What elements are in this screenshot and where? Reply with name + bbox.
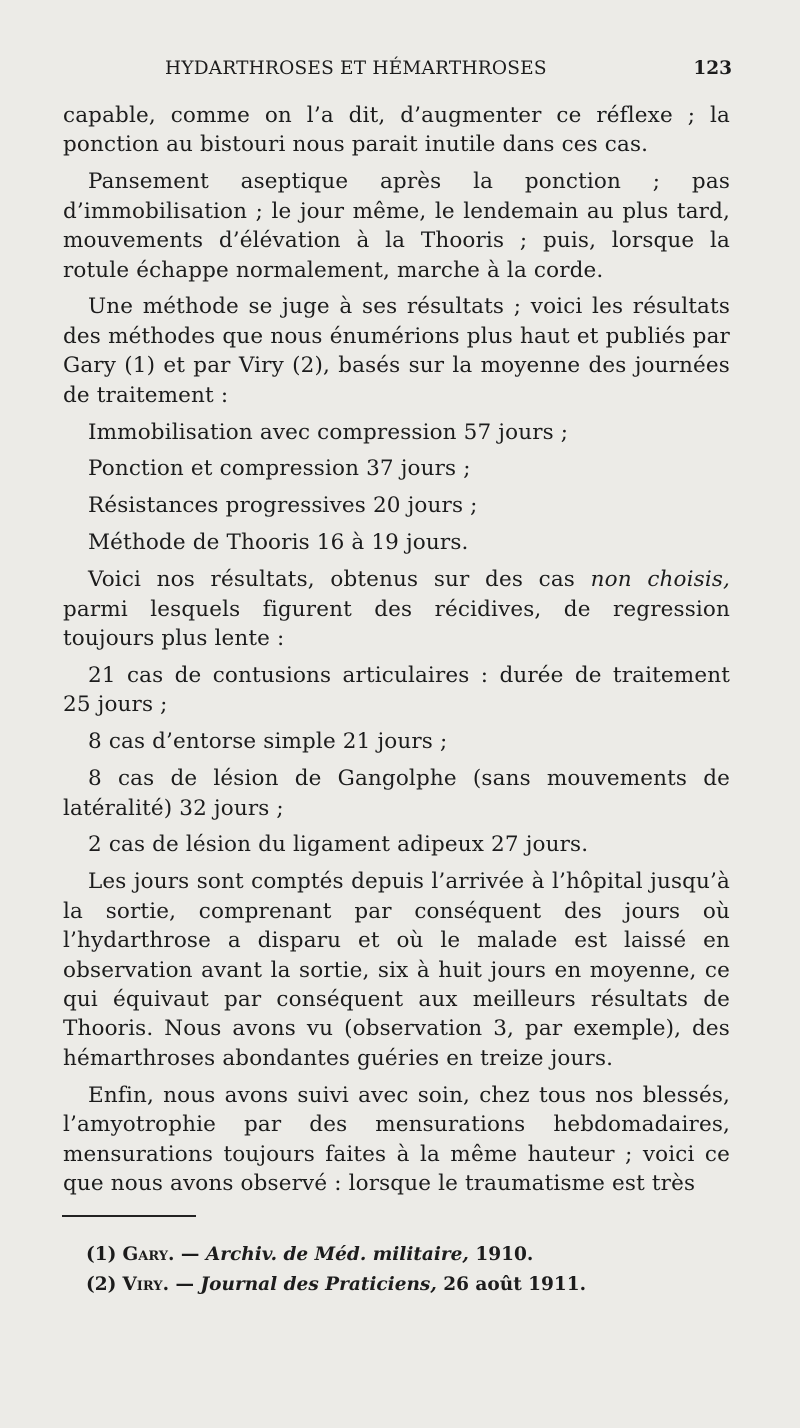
- footnote-number: (2): [86, 1274, 117, 1295]
- result-line: 8 cas de lésion de Gangolphe (sans mouvements de latéralité) 32 jours ;: [63, 766, 730, 821]
- emphasis-text: non choisis,: [590, 567, 731, 593]
- paragraph: [63, 565, 730, 653]
- footnote-year: 26 août 1911.: [443, 1274, 587, 1295]
- footnotes: [86, 1240, 586, 1300]
- footnote-work: Journal des Praticiens,: [200, 1274, 437, 1295]
- footnote-author: Viry.: [122, 1274, 170, 1295]
- footnote: [86, 1270, 586, 1300]
- paragraph: Les jours sont comptés depuis l’arrivée à l’hôpital jusqu’à la sortie, comprenant par conséquent des jours où l’hydarthrose a disparu et où le malade est laissé en observation avant la sortie, six à huit jours en moyenne, ce qui équivaut par conséquent aux meilleurs résultats de Thooris. Nous avons vu (observation 3, par exemple), des hémarthroses abondantes guéries en treize jours.: [63, 869, 730, 1071]
- footnote-rule: [62, 1215, 196, 1217]
- footnote-number: (1): [86, 1244, 117, 1265]
- paragraph: Enfin, nous avons suivi avec soin, chez tous nos blessés, l’amyotrophie par des mensurations hebdomadaires, mensurations toujours faites à la même hauteur ; voici ce que nous avons observé : lorsque le traumatisme est très: [63, 1082, 730, 1196]
- body-text: [63, 101, 730, 1206]
- paragraph: Pansement aseptique après la ponction ; pas d’immobilisation ; le jour même, le lendemain au plus tard, mouvements d’élévation à la Thooris ; puis, lorsque la rotule échappe normalement, marche à la corde.: [63, 169, 730, 283]
- footnote: [86, 1240, 586, 1270]
- footnote-dash: —: [175, 1274, 194, 1295]
- footnote-year: 1910.: [475, 1244, 534, 1265]
- paragraph: Une méthode se juge à ses résultats ; voici les résultats des méthodes que nous énumérions plus haut et publiés par Gary (1) et par Viry (2), basés sur la moyenne des journées de traitement :: [63, 294, 730, 408]
- result-line: 8 cas d’entorse simple 21 jours ;: [88, 729, 448, 755]
- footnote-author: Gary.: [122, 1244, 175, 1265]
- result-line: 21 cas de contusions articulaires : durée de traitement 25 jours ;: [63, 662, 730, 718]
- result-line: 2 cas de lésion du ligament adipeux 27 jours.: [88, 832, 589, 858]
- result-line: Immobilisation avec compression 57 jours ;: [88, 419, 569, 445]
- paragraph: capable, comme on l’a dit, d’augmenter ce réflexe ; la ponction au bistouri nous parait inutile dans ces cas.: [63, 103, 730, 158]
- footnote-work: Archiv. de Méd. militaire,: [205, 1244, 469, 1265]
- result-line: Méthode de Thooris 16 à 19 jours.: [88, 530, 469, 556]
- result-line: Ponction et compression 37 jours ;: [88, 456, 471, 482]
- result-line: Résistances progressives 20 jours ;: [88, 493, 478, 519]
- results-intro: Voici nos résultats, obtenus sur des cas: [88, 567, 575, 593]
- page-number: 123: [693, 58, 732, 79]
- footnote-dash: —: [180, 1244, 200, 1265]
- running-title: HYDARTHROSES ET HÉMARTHROSES: [165, 58, 547, 79]
- page-header: [0, 58, 800, 84]
- results-intro-cont: parmi lesquels figurent des récidives, de regression toujours plus lente :: [63, 596, 730, 651]
